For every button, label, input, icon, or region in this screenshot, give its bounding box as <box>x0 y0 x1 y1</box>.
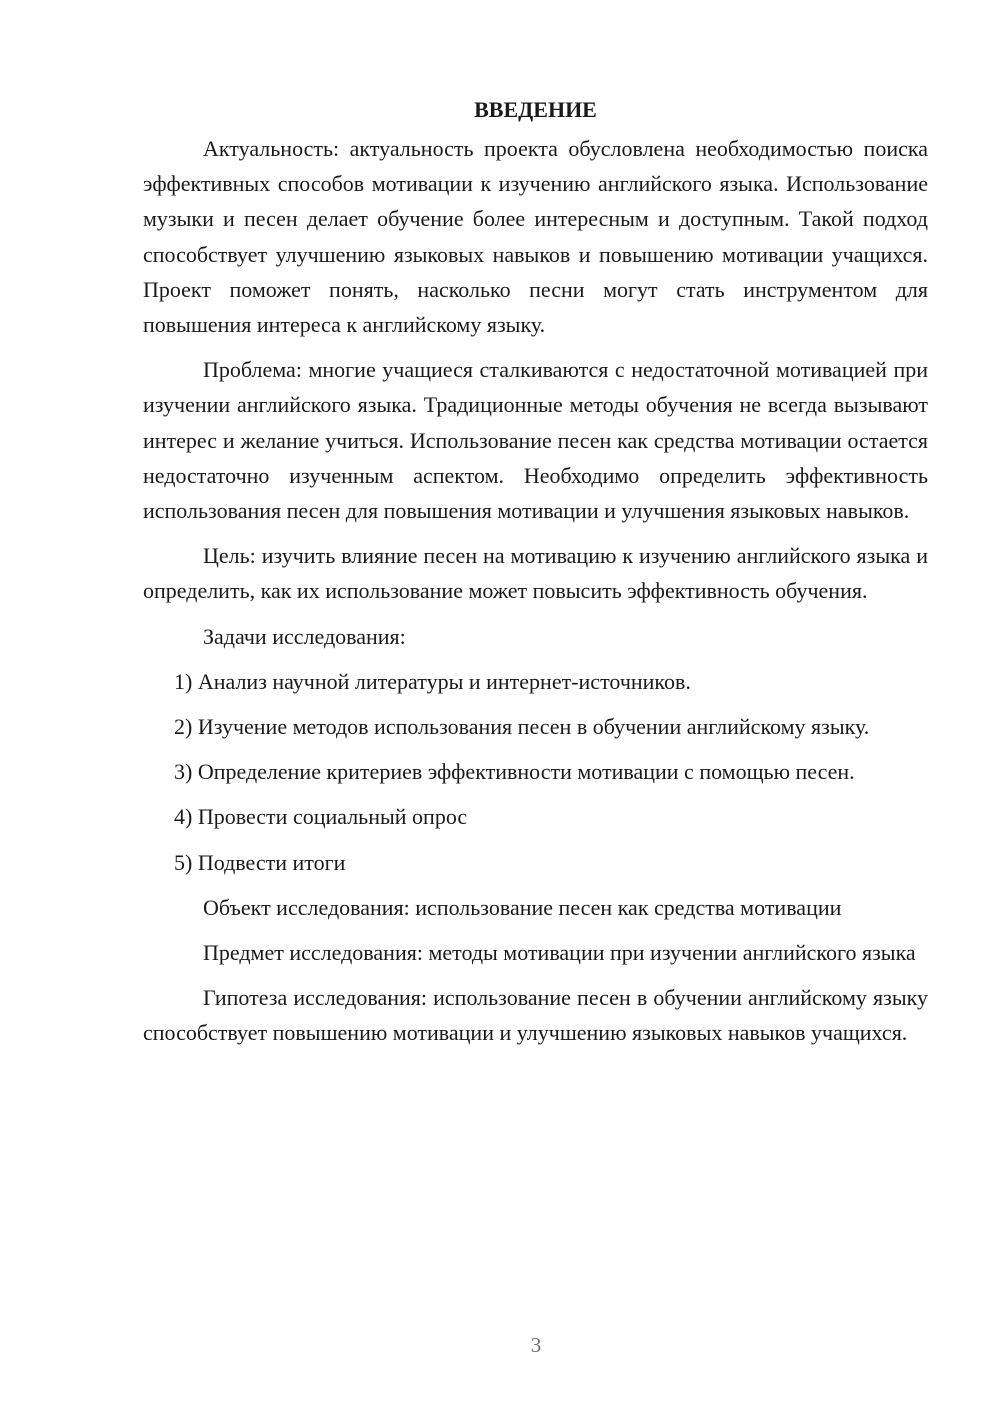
task-item-2: 2) Изучение методов использования песен в обучении английскому языку. <box>174 714 870 740</box>
task-item-4: 4) Провести социальный опрос <box>174 804 468 830</box>
section-title: ВВЕДЕНИЕ <box>474 97 597 122</box>
paragraph-relevance: Актуальность: актуальность проекта обусловлена необходимостью поиска эффективных способов мотивации к изучению английского языка. Использование музыки и песен делает обучение более интересным и доступным. Такой подход способствует улучшению языковых навыков и повышению мотивации учащихся. Проект поможет понять, насколько песни могут стать инструментом для повышения интереса к английскому языку. <box>143 136 928 338</box>
tasks-heading: Задачи исследования: <box>203 623 406 649</box>
paragraph-hypothesis: Гипотеза исследования: использование песен в обучении английскому языку способствует повышению мотивации и улучшению языковых навыков учащихся. <box>143 985 928 1046</box>
paragraph-problem: Проблема: многие учащиеся сталкиваются с недостаточной мотивацией при изучении английского языка. Традиционные методы обучения не всегда вызывают интерес и желание учиться. Использование песен как средства мотивации остается недостаточно изученным аспектом. Необходимо определить эффективность использования песен для повышения мотивации и улучшения языковых навыков. <box>143 357 928 524</box>
task-item-1: 1) Анализ научной литературы и интернет-источников. <box>174 668 691 694</box>
page-number: 3 <box>530 1333 542 1357</box>
document-page <box>143 92 928 1061</box>
task-item-3: 3) Определение критериев эффективности мотивации с помощью песен. <box>174 759 855 785</box>
paragraph-object: Объект исследования: использование песен как средства мотивации <box>203 894 842 920</box>
paragraph-subject: Предмет исследования: методы мотивации при изучении английского языка <box>203 940 916 966</box>
task-item-5: 5) Подвести итоги <box>174 849 346 875</box>
paragraph-goal: Цель: изучить влияние песен на мотивацию к изучению английского языка и определить, как их использование может повысить эффективность обучения. <box>143 543 928 604</box>
